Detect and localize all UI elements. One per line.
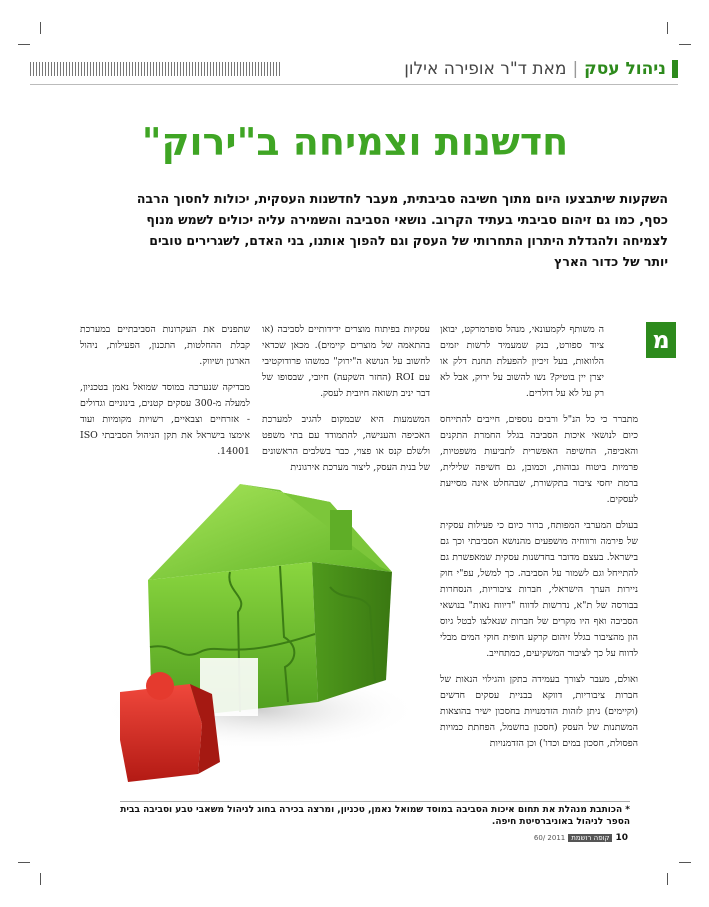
paragraph: מבדיקה שנערכה במוסד שמואל נאמן בטכניון, למעלה מ-300 עסקים קטנים, בינוניים וגדולים - אזרחיים וצבאיים, רשויות מקומיות ועוד אימצו בישראל את תקן הניהול הסביבתי ISO 14001. [80, 382, 250, 457]
paragraph: שתפנים את העקרונות הסביבתיים במערכת קבלת ההחלטות, התכנון, הפעילות, ניהול הארגון ושיווק. [80, 324, 250, 367]
section-marker [672, 60, 678, 78]
crop-mark [667, 22, 668, 34]
paragraph: המשמעות היא שבמקום להגיב למערכת האכיפה והענישה, להתמודד עם בתי משפט ולשלם קנס או פצוי, כבר בשלבים הראשונים של בנית העסק, ליצור מערכת אירגונית [262, 414, 430, 473]
crop-mark [667, 873, 668, 885]
page-number: 10 [615, 833, 628, 843]
puzzle-house-illustration [80, 462, 430, 802]
magazine-name: קופה רושמת [568, 834, 612, 842]
drop-cap: מ [646, 322, 676, 358]
crop-mark [18, 44, 30, 45]
crop-mark [679, 862, 691, 863]
crop-mark [18, 862, 30, 863]
article-lead: השקעות שיתבצעו היום מתוך חשיבה סביבתית, מעבר לחדשנות העסקית, יכולות לחסוך הרבה כסף, כמו גם זיהום סביבתי בעתיד הקרוב. נושאי הסביבה והשמירה עליה יכולים לשמש מנוף לצמיחה ולהגדלת היתרון התחרותי של העסק וגם להפוך אותנו, בני האדם, לשגרירים טובים יותר של כדור הארץ [136, 191, 668, 269]
crop-mark [40, 22, 41, 34]
crop-mark [679, 44, 691, 45]
paragraph: ה משותף לקמעונאי, מנהל סופרמרקט, יבואן ציוד ספורט, בנק שמעמיד לרשות יזמים הלוואות, בעל זיכיון להפעלת תחנת דלק או יצרן יין בוטיק? נשו להשוב על ירוק, אבל לא רק על לא על דולרים. [440, 324, 604, 399]
house-chimney [330, 510, 352, 550]
author-byline: מאת ד"ר אופירה אילון [404, 59, 567, 79]
paragraph: בעולם המערבי המפותח, ברור כיום כי פעילות עסקית של פירמה ורווחיה מושפעים מהנושא הסביבתי וכך גם בישראל. בעצם מדובר בחדשנות עסקית שמאפשרת גם להתייחל וגם לשמור על הסביבה. כך למשל, עפ"י חוק ניירות הערך הישראלי, חברות ציבוריות, הנסחרות בבורסה של ת"א, נדרשות לדווח "דיווח נאות" בנושאי הסביבה ואף היו מקרים של חברות שנאלצו לבטל גיוס הון מהציבור בגלל זיהום קרקע חופית חוקי המים מבלי לדווח על כך לציבור המשקיעים, כמתחייב. [440, 520, 638, 659]
crop-mark [40, 873, 41, 885]
header-rule [30, 84, 678, 85]
column-right [440, 322, 638, 762]
page-footer [520, 832, 628, 844]
header-separator: | [572, 59, 579, 79]
red-piece-knob [146, 672, 174, 700]
paragraph: עסקיות בפיתוח מוצרים ידידותיים לסביבה (או בהתאמה של מוצרים קיימים). מכאן שכדאי לחשוב על הנושא ה"ירוק" כמשהו פרודוקטיבי עם ROI (החזר השקעה) חיובי, שבסופו של דבר יניב תשואה חיובית לעסק. [262, 324, 431, 399]
header-text [404, 56, 666, 82]
article-title: חדשנות וצמיחה ב"ירוק" [141, 120, 569, 164]
column-left [80, 322, 250, 470]
header-decoration [30, 62, 280, 76]
page-header [30, 56, 678, 82]
house-side-wall [312, 562, 392, 702]
author-footnote: * הכותבת מנהלת את תחום איכות הסביבה במוסד שמואל נאמן, טכניון, ומרצה בכירה בחוג לניהול משאבי טבע וסביבה בבית הספר לניהול באוניברסיטת חיפה. [120, 801, 630, 828]
issue-label: 2011 /60 [533, 834, 566, 842]
section-label: ניהול עסק [584, 59, 666, 79]
paragraph: מתברר כי כל הנ"ל ורבים נוספים, חייבים להתייחס כיום לנושאי איכות הסביבה בגלל החמרת התקנים והאכיפה, החשיפה האפשרית לתביעות משפטיות, פרמיות ביטוח גבוהות, וכמובן, גם חשיפה שלילית, ברמת יחסי ציבור בתקשורת, שבהחלט אינה מסייעת לעסקים. [440, 414, 638, 505]
paragraph: ואולם, מעבר לצורך בעמידה בתקן והגילוי הנאות של חברות ציבוריות, דווקא בבניית עסקים חדשים (וקיימים) ניתן לזהות הזדמנויות בחסכון ישיר בהוצאות המשתנות של העסק (חסכון בחשמל, הפחתת כמויות הפסולת, חסכון במים וכדו') וכן הזדמנויות [440, 674, 638, 749]
